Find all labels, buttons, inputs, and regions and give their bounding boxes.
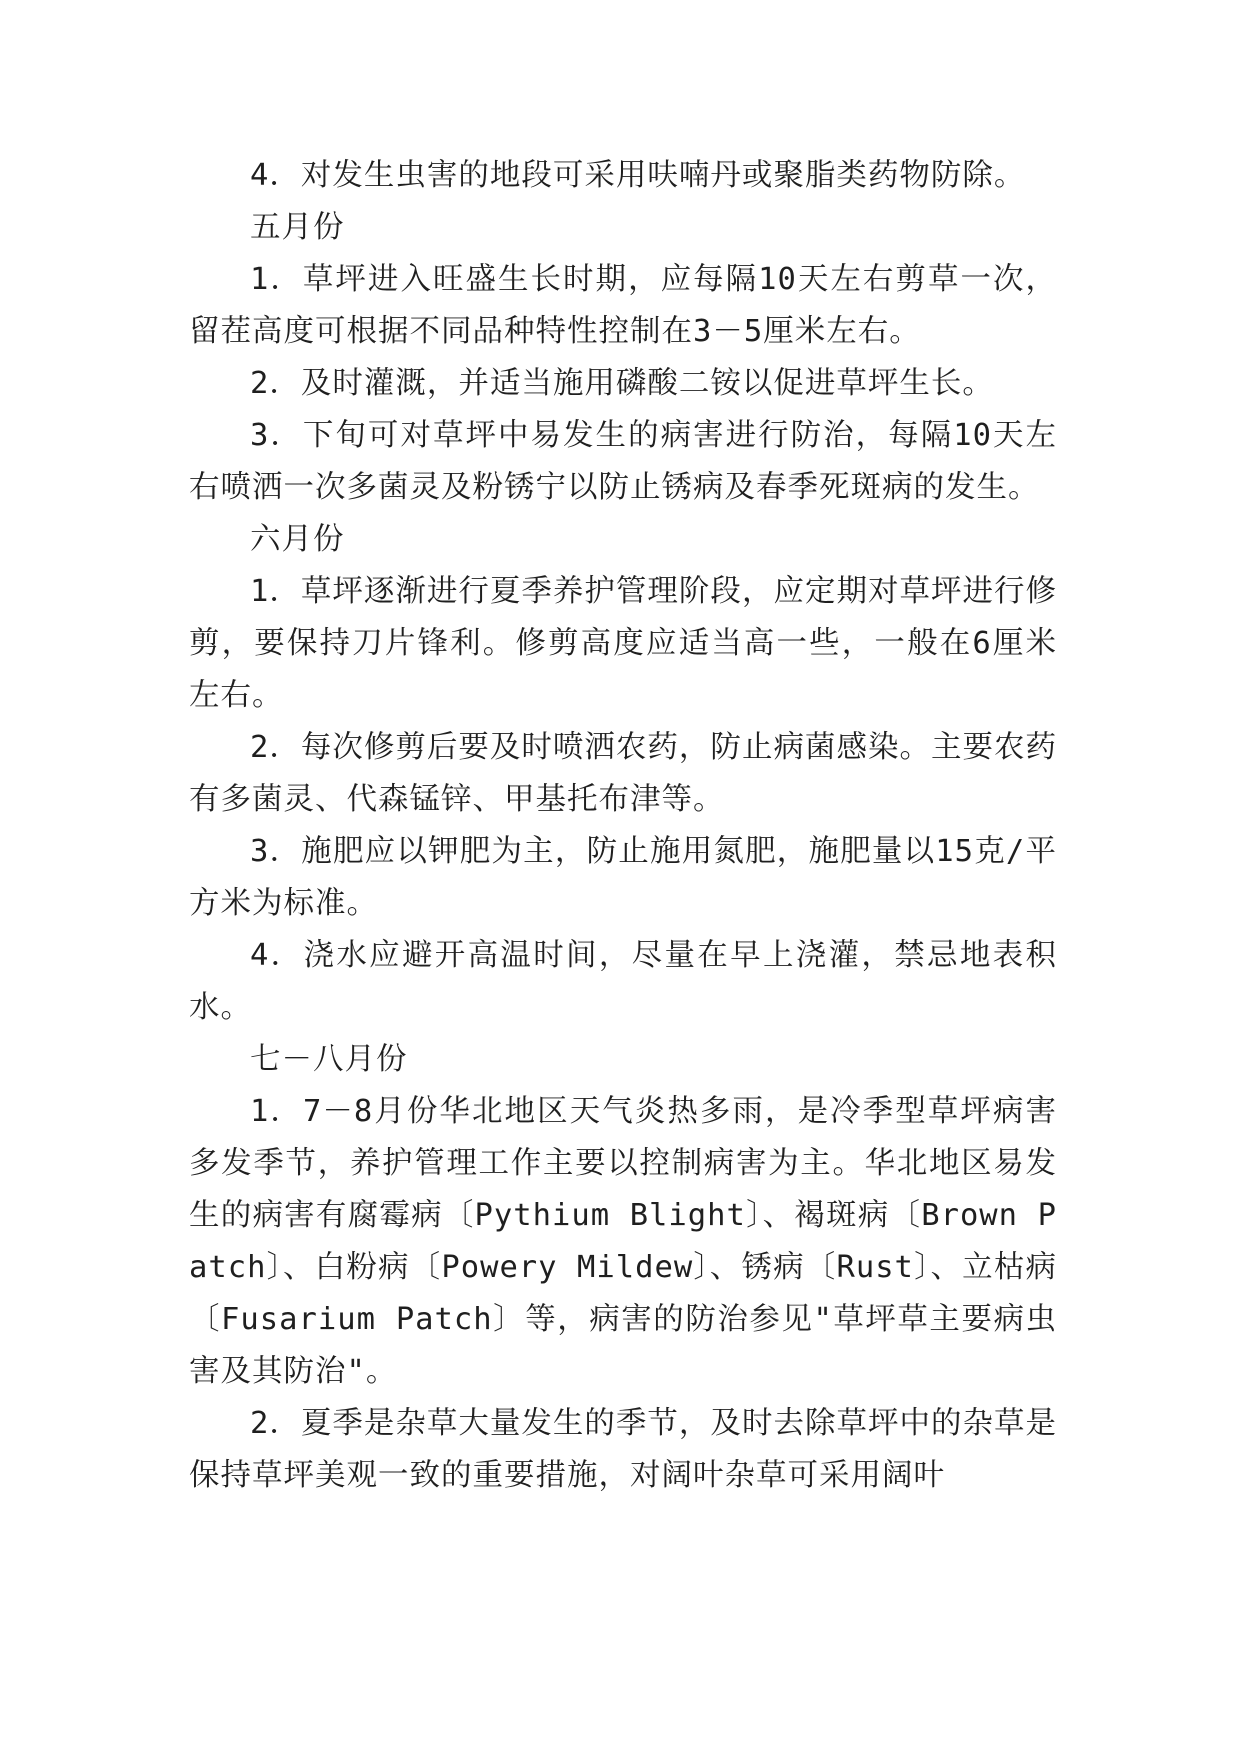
paragraph-june-item-1: 1．草坪逐渐进行夏季养护管理阶段，应定期对草坪进行修剪，要保持刀片锋利。修剪高度应适当高一些，一般在6厘米左右。 xyxy=(189,574,1057,713)
paragraph-june-item-3: 3．施肥应以钾肥为主，防止施用氮肥，施肥量以15克/平方米为标准。 xyxy=(189,834,1057,921)
section-heading-may: 五月份 xyxy=(250,210,345,245)
paragraph-pest-control-item-4: 4．对发生虫害的地段可采用呋喃丹或聚脂类药物防除。 xyxy=(250,158,1026,193)
section-heading-june: 六月份 xyxy=(250,522,345,557)
paragraph-may-item-1: 1．草坪进入旺盛生长时期，应每隔10天左右剪草一次，留茬高度可根据不同品种特性控制在3－5厘米左右。 xyxy=(189,262,1057,349)
document-body xyxy=(189,150,1057,1502)
paragraph-june-item-2: 2．每次修剪后要及时喷洒农药，防止病菌感染。主要农药有多菌灵、代森锰锌、甲基托布津等。 xyxy=(189,730,1057,817)
paragraph-may-item-2: 2．及时灌溉，并适当施用磷酸二铵以促进草坪生长。 xyxy=(250,366,994,401)
paragraph-july-august-item-1: 1．7－8月份华北地区天气炎热多雨，是冷季型草坪病害多发季节，养护管理工作主要以控制病害为主。华北地区易发生的病害有腐霉病〔Pythium Blight〕、褐斑病〔Brown Patch〕、白粉病〔Powery Mildew〕、锈病〔Rust〕、立枯病〔Fusarium Patch〕等，病害的防治参见"草坪草主要病虫害及其防治"。 xyxy=(189,1094,1057,1389)
paragraph-july-august-item-2: 2．夏季是杂草大量发生的季节，及时去除草坪中的杂草是保持草坪美观一致的重要措施，对阔叶杂草可采用阔叶 xyxy=(189,1406,1057,1493)
section-heading-july-august: 七－八月份 xyxy=(250,1042,408,1077)
paragraph-june-item-4: 4．浇水应避开高温时间，尽量在早上浇灌，禁忌地表积水。 xyxy=(189,938,1057,1025)
paragraph-may-item-3: 3．下旬可对草坪中易发生的病害进行防治，每隔10天左右喷洒一次多菌灵及粉锈宁以防止锈病及春季死斑病的发生。 xyxy=(189,418,1057,505)
